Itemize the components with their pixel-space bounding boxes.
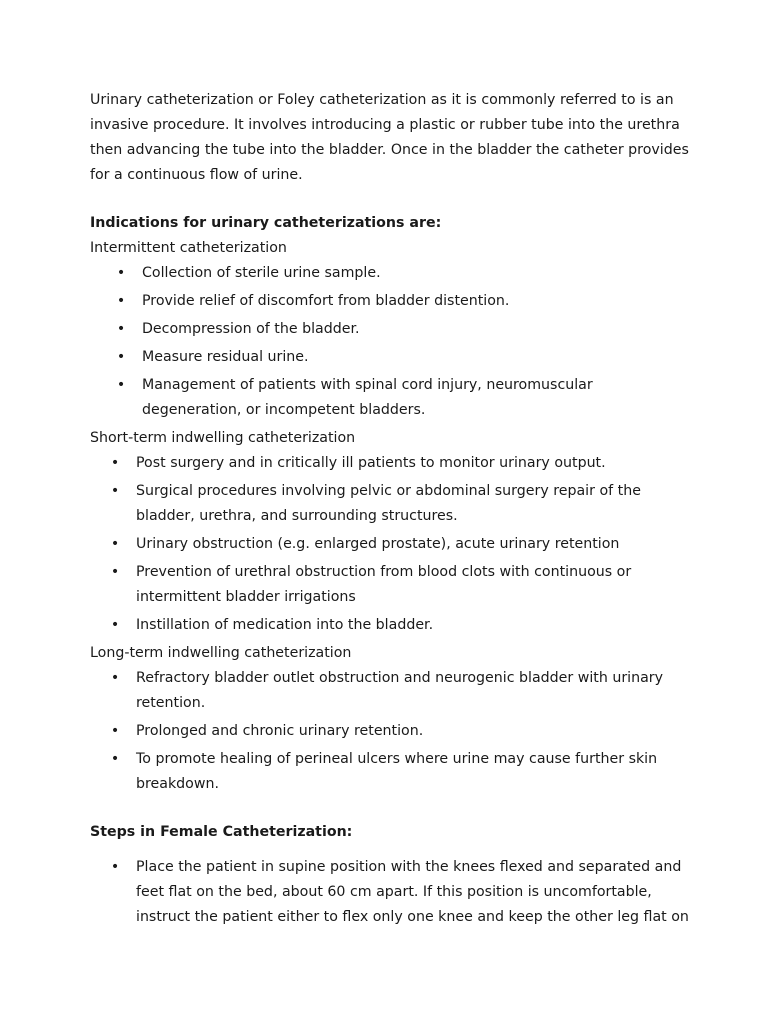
- bullet-icon: •: [116, 265, 126, 281]
- bullet-icon: •: [110, 536, 120, 552]
- intermittent-title: Intermittent catheterization: [90, 240, 287, 256]
- bullet-icon: •: [110, 723, 120, 739]
- list-item-text: To promote healing of perineal ulcers where urine may cause further skin breakdown.: [136, 751, 658, 792]
- bullet-icon: •: [110, 751, 120, 767]
- list-item-text: Provide relief of discomfort from bladder distention.: [142, 293, 510, 309]
- bullet-icon: •: [110, 859, 120, 875]
- list-item-text: Post surgery and in critically ill patients to monitor urinary output.: [136, 455, 606, 471]
- intro-paragraph: Urinary catheterization or Foley catheterization as it is commonly referred to is an invasive procedure. It involves introducing a plastic or rubber tube into the urethra then advancing the tube into the bladder. Once in the bladder the catheter provides for a continuous flow of urine.: [90, 92, 689, 183]
- bullet-icon: •: [110, 617, 120, 633]
- list-item-text: Instillation of medication into the bladder.: [136, 617, 434, 633]
- list-item: [90, 666, 690, 716]
- list-item: [90, 289, 690, 314]
- list-item: [90, 451, 690, 476]
- list-item-text: Prolonged and chronic urinary retention.: [136, 723, 424, 739]
- list-item: [90, 261, 690, 286]
- list-item: [90, 345, 690, 370]
- list-item: [90, 855, 690, 930]
- list-item-text: Collection of sterile urine sample.: [142, 265, 381, 281]
- list-item: [90, 479, 690, 529]
- list-item-text: Refractory bladder outlet obstruction and neurogenic bladder with urinary retention.: [136, 670, 664, 711]
- bullet-icon: •: [110, 455, 120, 471]
- list-item-text: Place the patient in supine position with the knees flexed and separated and feet flat on the bed, about 60 cm apart. If this position is uncomfortable, instruct the patient either to flex only one knee and keep the other leg flat on: [136, 859, 689, 925]
- list-item-text: Prevention of urethral obstruction from blood clots with continuous or intermittent bladder irrigations: [136, 564, 632, 605]
- short-term-list: [90, 451, 690, 638]
- long-term-list: [90, 666, 690, 797]
- list-item: [90, 560, 690, 610]
- intermittent-list: [90, 261, 690, 423]
- bullet-icon: •: [116, 293, 126, 309]
- bullet-icon: •: [116, 321, 126, 337]
- bullet-icon: •: [116, 349, 126, 365]
- short-term-title: Short-term indwelling catheterization: [90, 430, 356, 446]
- long-term-title: Long-term indwelling catheterization: [90, 645, 352, 661]
- document-page: [90, 88, 690, 933]
- list-item: [90, 613, 690, 638]
- list-item-text: Decompression of the bladder.: [142, 321, 360, 337]
- list-item-text: Management of patients with spinal cord injury, neuromuscular degeneration, or incompetent bladders.: [142, 377, 593, 418]
- list-item: [90, 532, 690, 557]
- steps-list: [90, 855, 690, 930]
- list-item-text: Urinary obstruction (e.g. enlarged prostate), acute urinary retention: [136, 536, 620, 552]
- list-item: [90, 317, 690, 342]
- list-item-text: Surgical procedures involving pelvic or abdominal surgery repair of the bladder, urethra, and surrounding structures.: [136, 483, 641, 524]
- list-item: [90, 719, 690, 744]
- list-item: [90, 747, 690, 797]
- bullet-icon: •: [116, 377, 126, 393]
- indications-heading: Indications for urinary catheterizations are:: [90, 215, 442, 231]
- steps-heading: Steps in Female Catheterization:: [90, 824, 353, 840]
- list-item: [90, 373, 690, 423]
- bullet-icon: •: [110, 483, 120, 499]
- bullet-icon: •: [110, 670, 120, 686]
- list-item-text: Measure residual urine.: [142, 349, 309, 365]
- bullet-icon: •: [110, 564, 120, 580]
